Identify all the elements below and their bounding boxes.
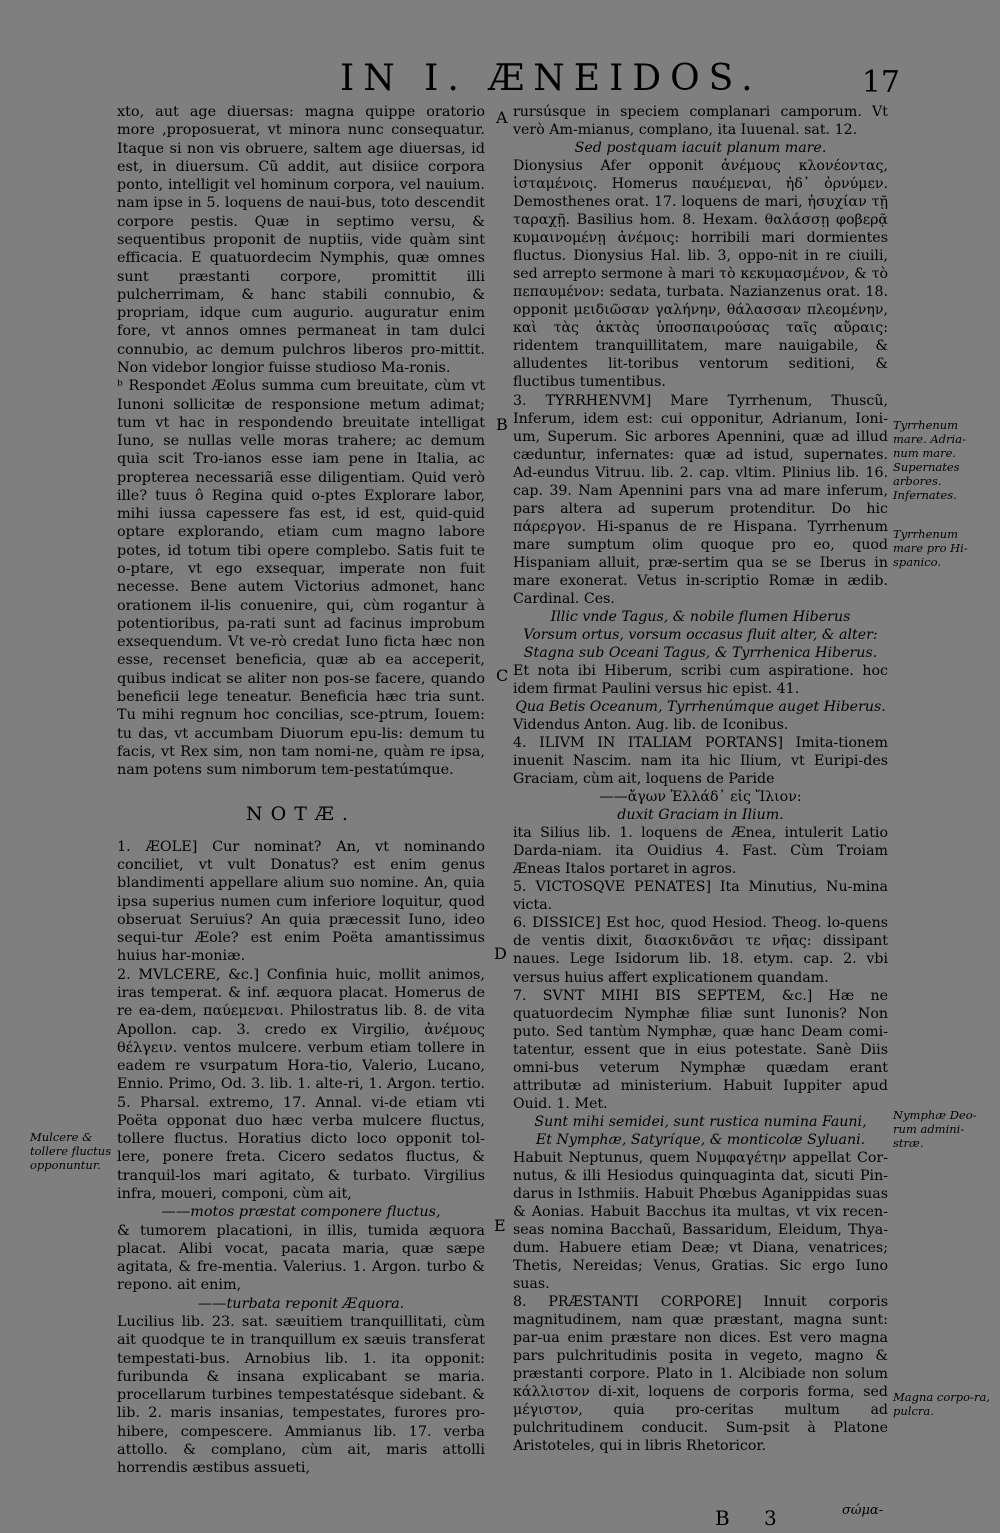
verse-quote: ——motos præstat componere fluctus, xyxy=(161,1204,441,1221)
note-paragraph: 7. SVNT MIHI BIS SEPTEM, &c.] Hæ ne quatuordecim Nymphæ filiæ sunt Iunonis? Non puto. Sed tantùm Nymphæ, quæ hanc Deam comi-tatentur, essent que in eius potestate. Sanè Diis omni-bus veterum Nymphæ quædam erant attributæ ad ministerium. Habuit Iuppiter apud Ouid. 1. Met. xyxy=(513,987,888,1112)
left-column xyxy=(117,103,485,1478)
verse-quote-greek: ——ἄγων Ἑλλάδ᾽ εἰς Ἴλιον: xyxy=(599,789,802,806)
page-title: IN I. ÆNEIDOS. xyxy=(340,58,762,99)
section-marker-a: A xyxy=(496,108,508,127)
catchword: σώμα- xyxy=(842,1503,884,1518)
section-marker-e: E xyxy=(494,1216,506,1235)
section-marker-d: D xyxy=(494,944,507,963)
notae-heading: NOTÆ. xyxy=(246,803,356,826)
verse-quote: Et Nymphæ, Satyríque, & monticolæ Syluani. xyxy=(535,1131,866,1148)
signature-mark: B 3 xyxy=(715,1506,791,1530)
commentary-paragraph: rursúsque in speciem complanari camporum. Vt verò Am-mianus, complano, ita Iuuenal. sat. 12. xyxy=(513,104,888,139)
note-paragraph: 2. MVLCERE, &c.] Confinia huic, mollit animos, iras temperat. & inf. æquora placat. Homerus de re ea-dem, παύεμεναι. Philostratus lib. 8. de vita Apollon. cap. 3. credo ex Virgilio, ἀνέμους θέλγειν. ventos mulcere. verbum etiam tollere in eadem re vsurpatum Hora-tio, Valerio, Lucano, Ennio. Primo, Od. 3. lib. 1. alte-ri, 1. Argon. tertio. 5. Pharsal. extremo, 17. Annal. vi-de etiam vti Poëta opponat duo hæc verba mulcere fluctus, tollere fluctus. Horatius dicto loco opponit tol-lere, ponere freta. Cicero sedatos fluctus, & tranquil-los mari agitato, & turbato. Virgilius infra, moueri, componi, cùm ait, xyxy=(117,966,485,1203)
note-paragraph: 5. VICTOSQVE PENATES] Ita Minutius, Nu-mina victa. xyxy=(513,879,888,914)
verse-quote: ——turbata reponit Æquora. xyxy=(197,1295,405,1312)
note-paragraph: 8. PRÆSTANTI CORPORE] Innuit corporis magnitudinem, nam quæ præstant, magna sunt: par-ua enim præstare non dices. Est vero magna pars pulchritudinis posita in vegeto, magno & præstanti corpore. Plato in 1. Alcibiade non solum κάλλιστον di-xit, loquens de corporis forma, sed μέγιστον, quia pro-ceritas multum ad pulchritudinem conducit. Sum-psit à Platone Aristoteles, qui in libris Rhetoricor. xyxy=(513,1294,888,1455)
note-paragraph: Lucilius lib. 23. sat. sæuitiem tranquillitati, cùm ait quodque te in tranquillum ex sæuis transferat tempestati-bus. Arnobius lib. 1. ita opponit: furibunda & insana explicabant se maria. procellarum turbines tempestatésque sidebant. & lib. 2. maris insanias, tempestates, furores pro-hibere, compescere. Ammianus lib. 17. verba attollo. & complano, cùm ait, maris attolli horrendis æstibus assueti, xyxy=(117,1314,485,1477)
verse-quote: Sed postquam iacuit planum mare. xyxy=(574,140,827,157)
verse-quote: duxit Graciam in Ilium. xyxy=(617,807,784,824)
margin-note-right: Tyrrhenum mare. Adria-num mare. Supernates arbores. Infernates. xyxy=(893,418,966,502)
margin-note-right: Tyrrhenum mare pro Hi-spanico. xyxy=(893,527,968,569)
page-number: 17 xyxy=(861,65,900,100)
note-paragraph: & tumorem placationi, in illis, tumida æquora placat. Alibi vocat, pacata maria, quæ sæpe agitata, & fre-mentia. Valerius. 1. Argon. turbo & repono. ait enim, xyxy=(117,1222,485,1294)
note-paragraph: ita Silius lib. 1. loquens de Ænea, intulerit Latio Darda-niam. ita Ouidius 4. Fast. Cùm Troiam Æneas Italos portaret in agros. xyxy=(513,825,888,878)
running-head xyxy=(340,55,900,103)
note-paragraph: 3. TYRRHENVM] Mare Tyrrhenum, Thuscũ, Inferum, idem est: cui opponitur, Adrianum, Ioni-um, Superum. Sic arbores Apennini, quæ ad illud cæduntur, infernates: quæ ad istud, supernates. Ad-eundus Vitruu. lib. 2. cap. vltim. Plinius lib. 16. cap. 39. Nam Apennini pars vna ad mare inferum, pars altera ad superum protenditur. Do hic πάρεργον. Hi-spanus de re Hispana. Tyrrhenum mare sumptum olim quoque pro eo, quod Hispaniam alluit, præ-sertim qua se se Iberus in mare exonerat. Vetus in-scriptio Romæ in ædib. Cardinal. Ces. xyxy=(513,392,888,607)
verse-quote: Illic vnde Tagus, & nobile flumen Hiberus xyxy=(550,608,851,625)
margin-note-right: Magna corpo-ra, pulcra. xyxy=(893,1390,990,1418)
note-paragraph: Videndus Anton. Aug. lib. de Iconibus. xyxy=(513,717,789,734)
note-paragraph: 6. DISSICE] Est hoc, quod Hesiod. Theog. lo-quens de ventis dixit, διασκιδνᾶσι τε νῆας: dissipant naues. Lege Isidorum lib. 18. etym. cap. 2. vbi versus huius affert explicationem quandam. xyxy=(513,915,888,986)
margin-note-right: Nymphæ Deo-rum admini-stræ. xyxy=(893,1108,977,1150)
section-marker-b: B xyxy=(496,415,508,434)
verse-quote: Sunt mihi semidei, sunt rustica numina Fauni, xyxy=(534,1113,867,1130)
verse-quote: Stagna sub Oceani Tagus, & Tyrrhenica Hiberus. xyxy=(523,644,878,661)
commentary-paragraph: Dionysius Afer opponit ἀνέμους κλονέοντας, ἱσταμένοις. Homerus παυέμεναι, ἠδ᾽ ὀρνύμεν. Demosthenes orat. 17. loquens de mari, ἡσυχίαν τῇ ταραχῇ. Basilius hom. 8. Hexam. θαλάσσῃ φοβερᾷ κυμαινομένῃ ἀνέμοις: horribili mari dormientes fluctus. Dionysius Hal. lib. 3, oppo-nit in re ciuili, sed arrepto sermone à mari τὸ κεκυμασμένον, & τὸ πεπαυμένον: sedata, turbata. Nazianzenus orat. 18. opponit μειδιῶσαν γαλήνην, θάλασσαν πλεομένην, καὶ τὰς ἀκτὰς ὑποσπαιρούσας ταῖς αὔραις: ridentem tranquillitatem, mare nauigabile, & alludentes lit-toribus ventorum seditioni, & fluctibus tumentibus. xyxy=(513,158,888,391)
verse-quote: Qua Betis Oceanum, Tyrrhenúmque auget Hiberus. xyxy=(515,699,886,716)
note-paragraph: 4. ILIVM IN ITALIAM PORTANS] Imita-tionem inuenit Nascim. nam ita hic Ilium, vt Euripi-des Graciam, cùm ait, loquens de Paride xyxy=(513,735,888,788)
verse-quote: Vorsum ortus, vorsum occasus fluit alter, & alter: xyxy=(523,626,878,643)
note-paragraph: Et nota ibi Hiberum, scribi cum aspiratione. hoc idem firmat Paulini versus hic epist. 41. xyxy=(513,662,888,697)
note-paragraph: Habuit Neptunus, quem Νυμφαγέτην appellat Cor-nutus, & illi Hesiodus quinquaginta dat, sicuti Pin-darus in Isthmiis. Habuit Phœbus Aganippidas suas & Aonias. Habuit Bacchus ita multas, vt vix recen-seas nomina Bacchaũ, Bassaridum, Eleidum, Thya-dum. Habuere etiam Deæ; vt Diana, venatrices; Thetis, Nereidas; Venus, Gratias. Sic ergo Iuno suas. xyxy=(513,1149,888,1293)
note-paragraph: 1. ÆOLE] Cur nominat? An, vt nominando conciliet, vt vult Donatus? est enim genus blandimenti appellare alium suo nomine. An, quia ipsa superius numen cum inferiore loquitur, quod obseruat Seruius? An quia præcessit Iuno, ideo sequi-tur Æole? est enim Poëta amantissimus huius har-moniæ. xyxy=(117,838,485,965)
commentary-paragraph: xto, aut age diuersas: magna quippe oratorio more ,proposuerat, vt minora nunc consequatur. Itaque si non vis obruere, saltem age diuersas, id est, in diuersum. Cũ addit, aut disiice corpora ponto, intelligit vel hominum corpora, vel nauium. nam ipse in 5. loquens de naui-bus, toto descendit corpore pestis. Quæ in septimo versu, & sequentibus proponit de nuptiis, vide quàm sint efficacia. E quatuordecim Nymphis, quæ omnes sunt præstanti corpore, promittit illi pulcherrimam, & hanc stabili connubio, & propriam, idque cum augurio. auguratur enim fore, vt annos omnes permaneat in tam dulci connubio, ac demum pulchros liberos pro-mittit. Non videbor longior fuisse studioso Ma-ronis. xyxy=(117,104,485,376)
right-column xyxy=(513,103,888,1455)
section-marker-c: C xyxy=(496,666,509,685)
margin-note-left: Mulcere & tollere fluctus opponuntur. xyxy=(30,1130,112,1172)
commentary-paragraph: ᵇ Respondet Æolus summa cum breuitate, cùm vt Iunoni sollicitæ de responsione metum adimat; tum vt hac in respondendo breuitate intelligat Iuno, se nullas velle moras trahere; ac demum quia scit Tro-ianos esse iam pene in Italia, ac propterea necessariã esse diligentiam. Quid verò ille? tuus ô Regina quid o-ptes Explorare labor, mihi iussa capessere fas est, id est, quid-quid optare explorando, etiam cum magno labore potes, id totum tibi opere complebo. Satis fuit te o-ptare, vt ego exsequar, imperate non fuit necesse. Bene autem Victorius admonet, hanc orationem il-lis conuenire, qui, cùm rogantur à potentioribus, pa-rati sunt ad facinus improbum exsequendum. Vt ve-rò credat Iuno ficta hæc non esse, recenset beneficia, quæ ab ea acceperit, quibus indicat se aliter non pos-se facere, quando beneficii lege teneatur. Beneficia hæc tria sunt. Tu mihi regnum hoc concilias, sce-ptrum, Iouem: tu das, vt accumbam Diuorum epu-lis: demum tu facis, vt Rex sim, non tam nomi-ne, quàm re ipsa, nam potens sum nimborum tem-pestatúmque. xyxy=(117,378,485,779)
